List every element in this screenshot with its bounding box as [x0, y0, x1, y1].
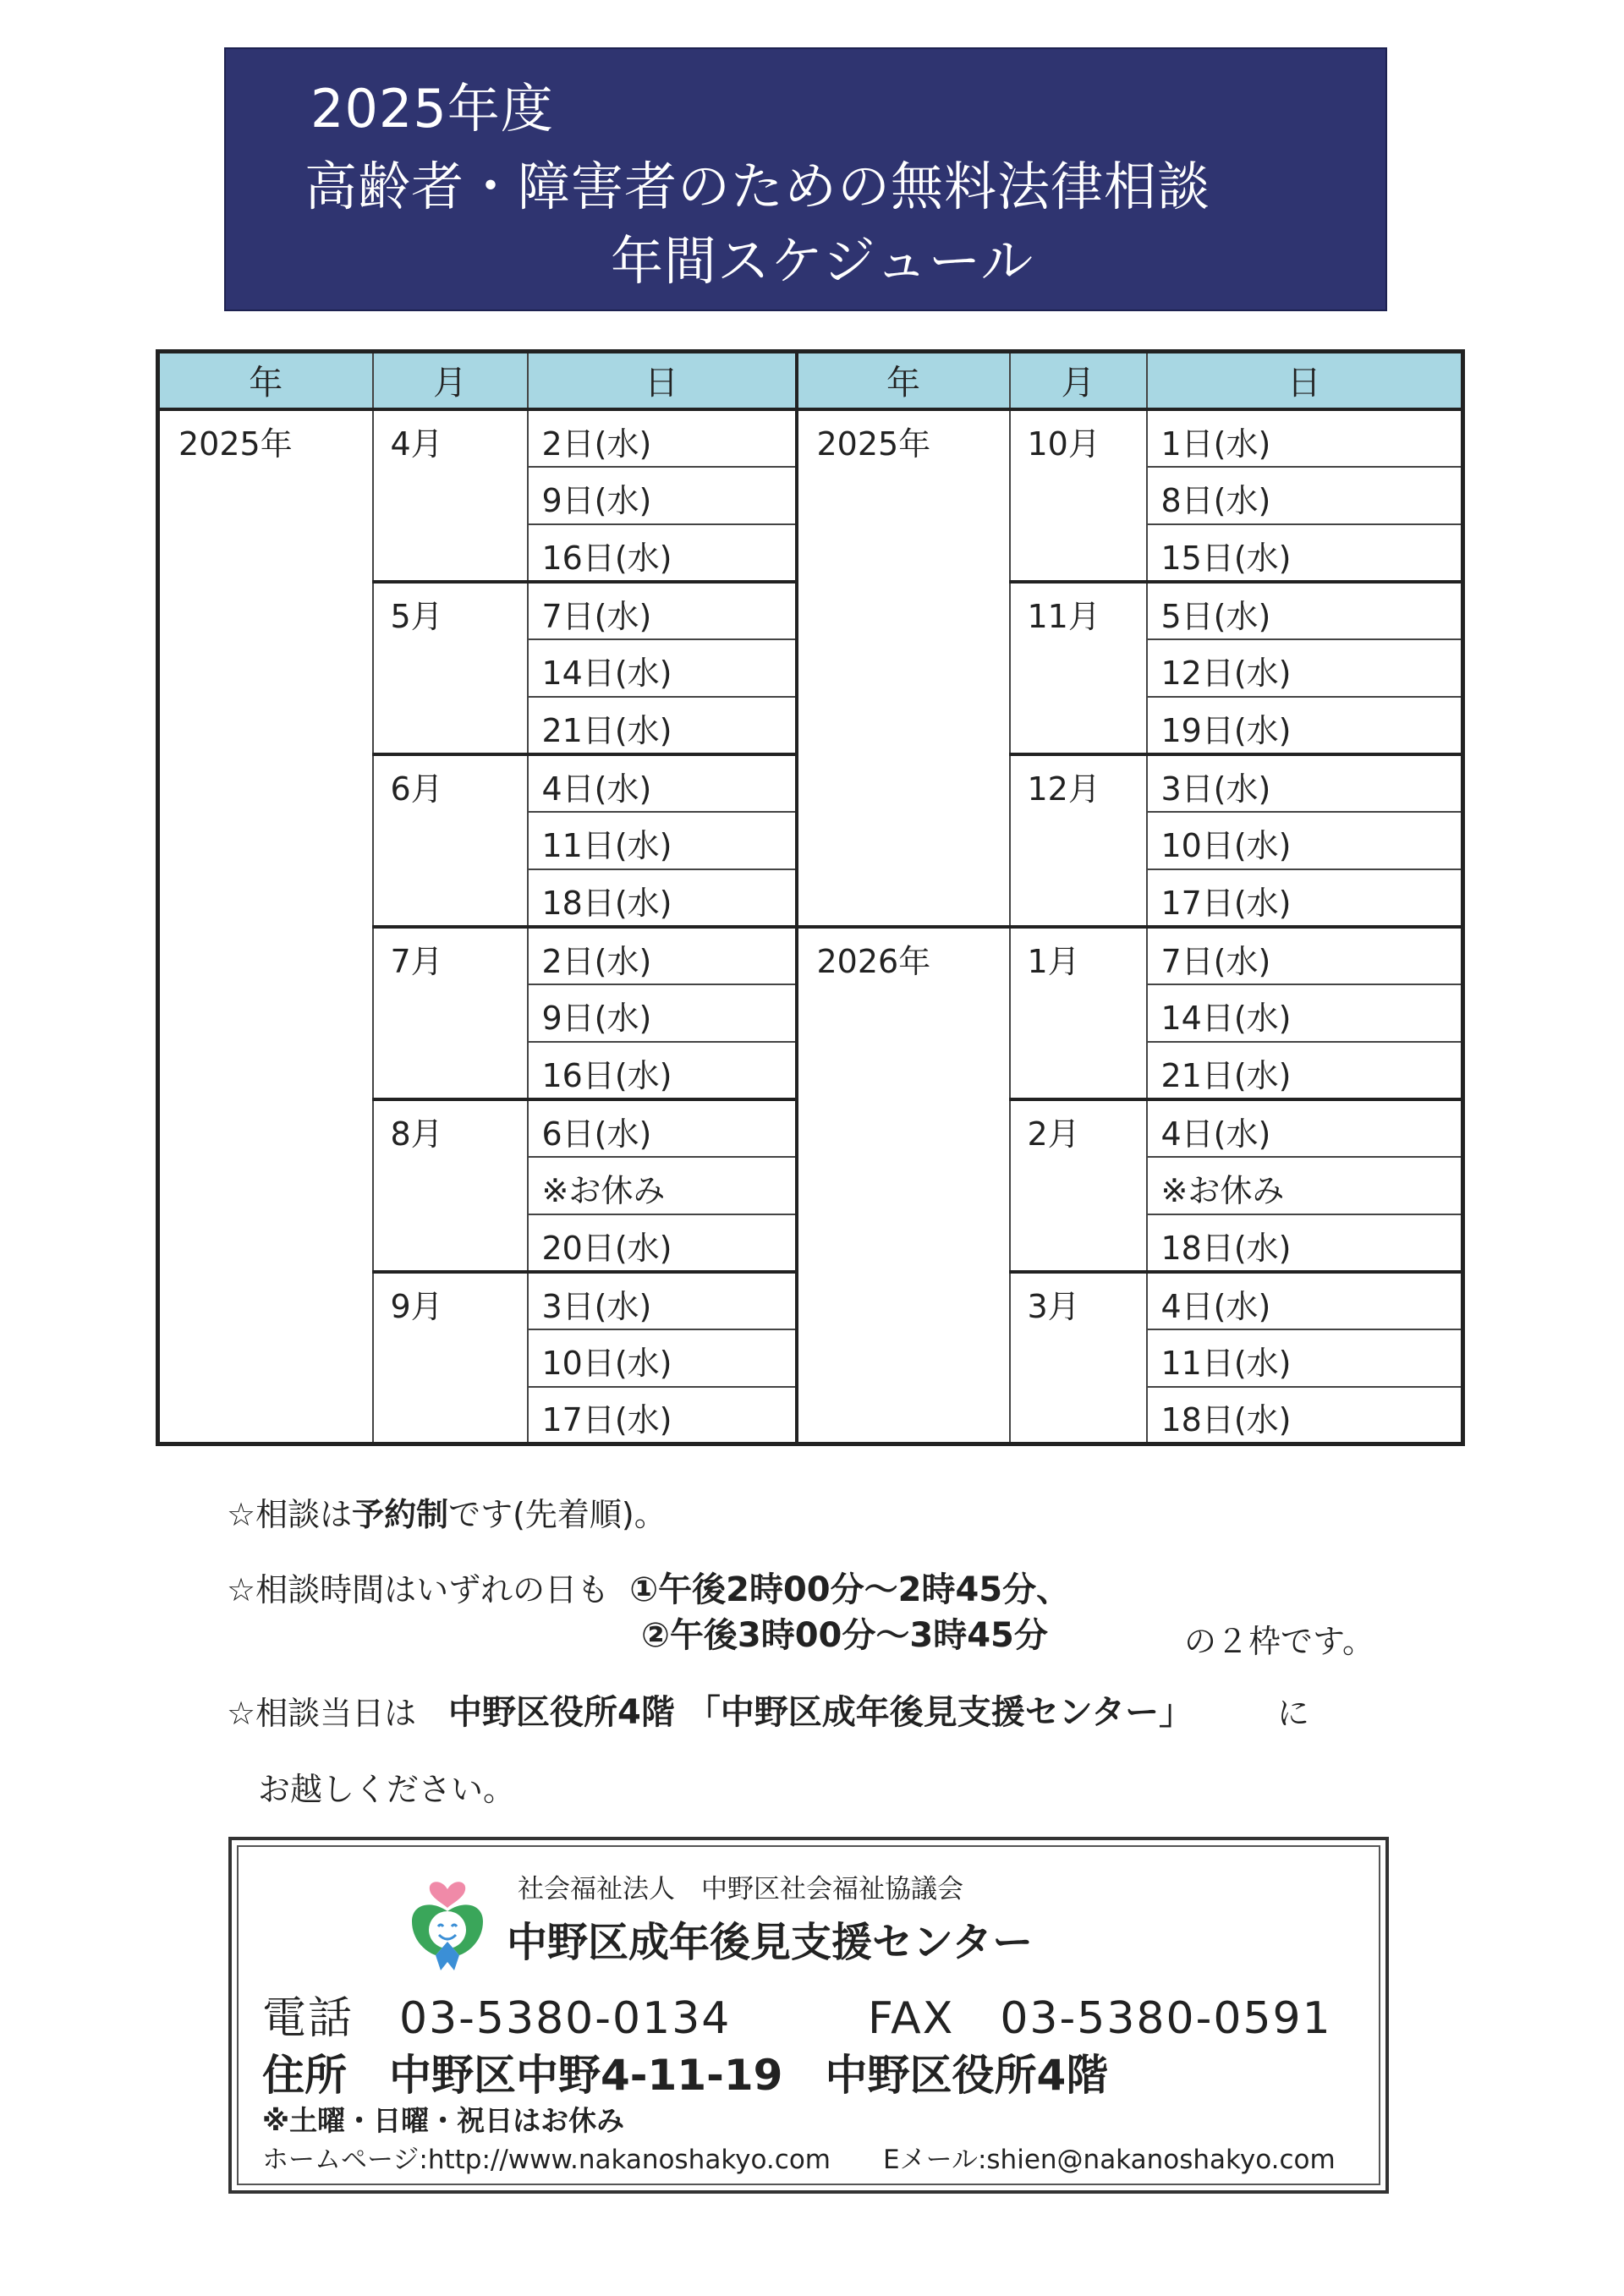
note-emphasis: 予約制: [352, 1496, 449, 1533]
month-cell: 12月: [1010, 754, 1147, 927]
contact-box: [228, 1837, 1389, 2194]
month-cell: 6月: [373, 754, 528, 927]
day-cell: 18日(水): [1147, 1387, 1463, 1444]
month-cell: 8月: [373, 1099, 528, 1272]
note-slot-2: ②午後3時00分～3時45分: [641, 1616, 1048, 1655]
note-place-suffix: に: [1277, 1695, 1310, 1732]
note-visit: お越しください。: [258, 1771, 516, 1808]
day-cell: 3日(水): [1147, 754, 1463, 812]
day-cell: 14日(水): [1147, 984, 1463, 1042]
day-cell: 4日(水): [1147, 1272, 1463, 1329]
center-name: 中野区成年後見支援センター: [507, 1919, 1034, 1966]
day-cell: 4日(水): [528, 754, 797, 812]
day-cell: 21日(水): [528, 697, 797, 754]
day-cell: 6日(水): [528, 1099, 797, 1157]
note-place-label: ☆相談当日は: [227, 1695, 417, 1732]
holiday-note: ※土曜・日曜・祝日はお休み: [262, 2104, 625, 2137]
table-header-row: [158, 352, 1463, 409]
day-cell: 19日(水): [1147, 697, 1463, 754]
year-cell: 2026年: [797, 927, 1010, 1444]
month-cell: 9月: [373, 1272, 528, 1444]
note-slot-1: ①午後2時00分～2時45分、: [629, 1570, 1071, 1609]
day-cell: 3日(水): [528, 1272, 797, 1329]
month-cell: 4月: [373, 409, 528, 582]
day-cell: 10日(水): [528, 1329, 797, 1387]
day-cell: 7日(水): [1147, 927, 1463, 984]
title-year: 2025年度: [310, 78, 554, 140]
month-cell: 10月: [1010, 409, 1147, 582]
email-link[interactable]: Eメール:shien@nakanoshakyo.com: [883, 2145, 1336, 2175]
day-cell: 4日(水): [1147, 1099, 1463, 1157]
header-day: 日: [1147, 352, 1463, 409]
month-cell: 1月: [1010, 927, 1147, 1099]
homepage-link[interactable]: ホームページ:http://www.nakanoshakyo.com: [262, 2145, 831, 2175]
day-cell: 16日(水): [528, 524, 797, 582]
day-cell: 5日(水): [1147, 582, 1463, 639]
note-slot-suffix: の２枠です。: [1184, 1623, 1374, 1660]
day-cell: 10日(水): [1147, 812, 1463, 869]
center-logo-icon: [397, 1871, 498, 1976]
header-day: 日: [528, 352, 797, 409]
note-text: ☆相談時間はいずれの日も: [227, 1571, 610, 1608]
note-text: です(先着順)。: [448, 1496, 667, 1533]
note-time: [227, 1563, 1070, 1611]
month-cell: 11月: [1010, 582, 1147, 754]
month-cell: 5月: [373, 582, 528, 754]
org-name: 社会福祉法人 中野区社会福祉協議会: [518, 1874, 963, 1904]
header-year: 年: [158, 352, 373, 409]
day-cell: 20日(水): [528, 1214, 797, 1272]
month-cell: 3月: [1010, 1272, 1147, 1444]
day-cell: 2日(水): [528, 927, 797, 984]
note-place: 中野区役所4階 「中野区成年後見支援センター」: [448, 1693, 1193, 1732]
day-cell: 18日(水): [528, 869, 797, 927]
day-cell: 17日(水): [1147, 869, 1463, 927]
address: 住所 中野区中野4-11-19 中野区役所4階: [262, 2051, 1109, 2100]
header-year: 年: [797, 352, 1010, 409]
note-text: ☆相談は: [227, 1496, 353, 1533]
month-cell: 2月: [1010, 1099, 1147, 1272]
title-sub: 年間スケジュール: [611, 230, 1034, 292]
day-cell: ※お休み: [1147, 1157, 1463, 1214]
note-reservation: [227, 1488, 667, 1535]
day-cell: 14日(水): [528, 639, 797, 697]
day-cell: 11日(水): [1147, 1329, 1463, 1387]
fax-number: FAX 03-5380-0591: [868, 1993, 1332, 2044]
phone-number: 電話 03-5380-0134: [262, 1993, 732, 2044]
day-cell: 9日(水): [528, 984, 797, 1042]
year-cell: 2025年: [158, 409, 373, 1444]
title-main: 高齢者・障害者のための無料法律相談: [304, 156, 1211, 217]
month-cell: 7月: [373, 927, 528, 1099]
day-cell: 8日(水): [1147, 467, 1463, 524]
title-banner: [224, 47, 1387, 311]
day-cell: 17日(水): [528, 1387, 797, 1444]
schedule-table: [156, 349, 1465, 1446]
day-cell: 9日(水): [528, 467, 797, 524]
day-cell: 1日(水): [1147, 409, 1463, 467]
header-month: 月: [1010, 352, 1147, 409]
day-cell: 7日(水): [528, 582, 797, 639]
day-cell: 21日(水): [1147, 1042, 1463, 1099]
day-cell: 15日(水): [1147, 524, 1463, 582]
day-cell: 18日(水): [1147, 1214, 1463, 1272]
day-cell: 11日(水): [528, 812, 797, 869]
day-cell: ※お休み: [528, 1157, 797, 1214]
day-cell: 2日(水): [528, 409, 797, 467]
day-cell: 16日(水): [528, 1042, 797, 1099]
year-cell: 2025年: [797, 409, 1010, 927]
table-row: [158, 409, 1463, 467]
header-month: 月: [373, 352, 528, 409]
day-cell: 12日(水): [1147, 639, 1463, 697]
